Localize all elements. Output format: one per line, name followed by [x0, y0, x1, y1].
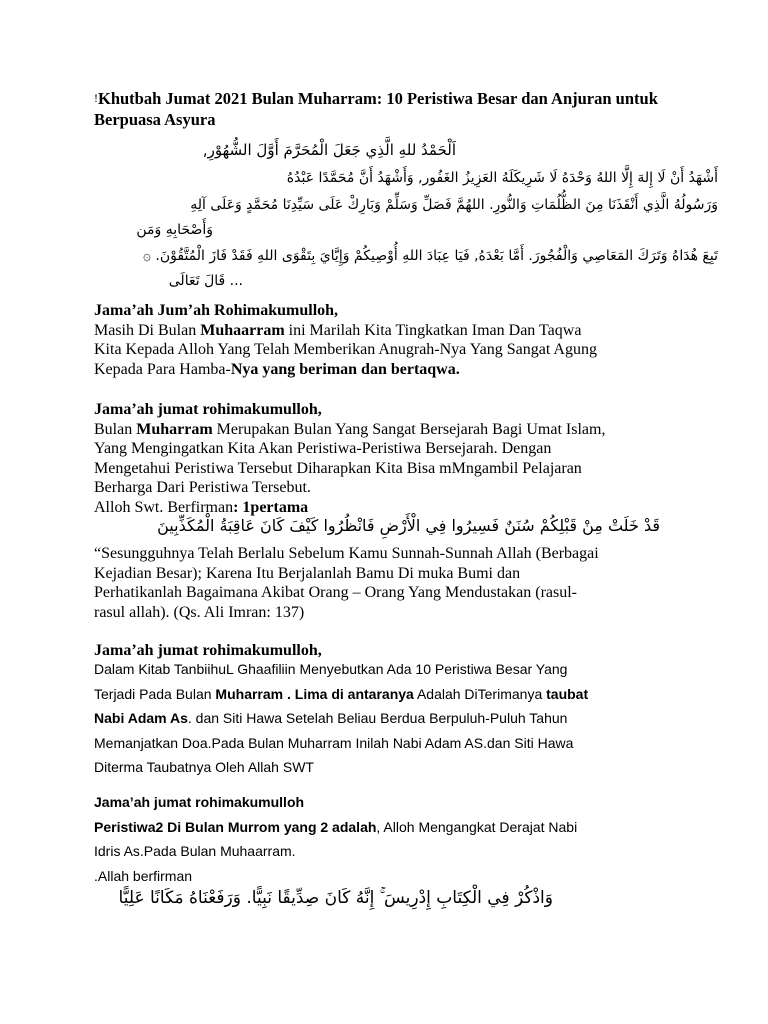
arabic-opening-line-2: أَشْهَدُ أَنْ لَا إِلهَ إِلَّا اللهُ وَحْدَهُ لَا شَرِيكَلَهُ العَزِيزُ الغَفُور, وَأَشْهَدُ أَنَّ مُحَمَّدًا عَبْدُهُ: [286, 170, 718, 186]
section-2-line-2: Yang Mengingatkan Kita Akan Peristiwa-Peristiwa Bersejarah. Dengan: [94, 440, 552, 457]
text-run-bold: Nya yang beriman dan bertaqwa.: [230, 360, 460, 378]
text-run: Kepada Para Hamba-: [94, 360, 231, 378]
text-run: ini Marilah Kita Tingkatkan Iman Dan Taqwa: [284, 321, 582, 339]
text-run: , Alloh Mengangkat Derajat Nabi: [376, 818, 578, 835]
section-1-line-1: [94, 321, 714, 341]
text-run-bold: Muharram: [136, 420, 213, 438]
section-4-line-2: Idris As.Pada Bulan Muhaarram.: [94, 843, 296, 859]
section-3-line-3: [94, 706, 734, 731]
section-2-line-3: Mengetahui Peristiwa Tersebut Diharapkan Kita Bisa mMngambil Pelajaran: [94, 459, 582, 477]
translation-line-3: Perhatikanlah Bagaimana Akibat Orang – Orang Yang Mendustakan (rasul-: [94, 584, 577, 601]
text-run: Terjadi Pada Bulan: [94, 685, 216, 702]
section-2-translation: [94, 544, 714, 622]
text-run-bold: : 1pertama: [233, 498, 309, 516]
text-run-bold: Muharram . Lima di antaranya: [215, 685, 414, 702]
section-1-line-2: Kita Kepada Alloh Yang Telah Memberikan Anugrah-Nya Yang Sangat Agung: [94, 341, 597, 358]
title-mark: !: [94, 91, 98, 105]
section-3-line-1: Dalam Kitab TanbiihuL Ghaafiliin Menyebutkan Ada 10 Peristiwa Besar Yang: [94, 661, 568, 677]
arabic-opening-line-5: تَبِعَ هُدَاهُ وَتَرَكَ المَعَاصِي وَالْفُجُورَ. أَمَّا بَعْدَهُ, فَيَا عِبَادَ اللهِ أُوْصِيكُمْ وَإِيَّايَ بِتَقْوَى اللهِ فَقَدْ فَازَ الْمُتَّقُوْنَ. ۞: [142, 248, 718, 264]
section-2-line-1: [94, 420, 714, 440]
section-3-line-5: Diterma Taubatnya Oleh Allah SWT: [94, 759, 314, 775]
section-4-line-1: [94, 815, 734, 840]
text-run: Masih Di Bulan: [94, 321, 201, 339]
section-2-line-4: Berharga Dari Peristiwa Tersebut.: [94, 479, 311, 496]
section-4: [94, 790, 734, 888]
text-run-bold: Nabi Adam As: [94, 710, 188, 726]
arabic-opening-line-6: ... قَالَ تَعَالَى: [168, 273, 243, 289]
translation-line-2: Kejadian Besar); Karena Itu Berjalanlah Bamu Di muka Bumi dan: [94, 564, 521, 582]
section-3: [94, 657, 734, 780]
text-run: Merupakan Bulan Yang Sangat Bersejarah Bagi Umat Islam,: [212, 420, 606, 438]
arabic-opening-line-3: وَرَسُولُهُ الَّذِي أَنْقَذَنَا مِنَ الظُّلُمَاتِ وَالنُّورِ. اللهُمَّ فَصَلِّ وَسَلِّمْ وَبَارِكْ عَلَى سَيِّدِنَا مُحَمَّدٍ وَعَلَى آلِهِ: [190, 197, 718, 213]
text-run-bold: Peristiwa2 Di Bulan Murrom yang 2 adalah: [94, 818, 377, 835]
title-text: Khutbah Jumat 2021 Bulan Muharram: 10 Peristiwa Besar dan Anjuran untuk Berpuasa Asyura: [94, 89, 658, 129]
arabic-verse-idris: وَاذْكُرْ فِي الْكِتَابِ إِدْرِيسَ ۚ إِنَّهُ كَانَ صِدِّيقًا نَبِيًّا. وَرَفَعْنَاهُ مَكَانًا عَلِيًّا: [118, 888, 553, 908]
section-2: [94, 400, 714, 517]
section-3-line-2: [94, 682, 734, 707]
text-run: Bulan: [94, 420, 137, 438]
section-2-heading: Jama’ah jumat rohimakumulloh,: [94, 401, 322, 418]
section-1-heading: Jama’ah Jum’ah Rohimakumulloh,: [94, 302, 339, 319]
text-run-bold: Muhaarram: [200, 321, 285, 339]
section-3-line-4: Memanjatkan Doa.Pada Bulan Muharram Inilah Nabi Adam AS.dan Siti Hawa: [94, 734, 574, 751]
section-3-heading: Jama’ah jumat rohimakumulloh,: [94, 642, 322, 659]
text-run: Alloh Swt. Berfirman: [94, 498, 234, 516]
translation-line-4: rasul allah). (Qs. Ali Imran: 137): [94, 603, 305, 621]
section-1: [94, 301, 714, 379]
arabic-opening-line-4: وَأَصْحَابِهِ وَمَن: [136, 222, 213, 238]
text-run: Adalah DiTerimanya: [413, 685, 547, 702]
section-1-line-3: [94, 360, 714, 380]
section-2-line-5: [94, 498, 714, 518]
text-run-bold: taubat: [546, 685, 589, 702]
text-run: . dan Siti Hawa Setelah Beliau Berdua Berpuluh-Puluh Tahun: [187, 710, 568, 726]
section-4-line-3: .Allah berfirman: [94, 867, 193, 884]
arabic-verse-ali-imran: قَدْ خَلَتْ مِنْ قَبْلِكُمْ سُنَنٌ فَسِيرُوا فِي الْأَرْضِ فَانْظُرُوا كَيْفَ كَانَ عَاقِبَةُ الْمُكَذِّبِينَ: [157, 516, 660, 535]
translation-line-1: “Sesungguhnya Telah Berlalu Sebelum Kamu Sunnah-Sunnah Allah (Berbagai: [94, 545, 599, 562]
document-title: [94, 88, 694, 130]
arabic-opening-line-1: اَلْحَمْدُ للهِ الَّذِي جَعَلَ الْمُحَرَّمَ أَوَّلَ الشُّهُوْرِ,: [202, 141, 456, 159]
section-4-heading: Jama’ah jumat rohimakumulloh: [94, 794, 305, 810]
